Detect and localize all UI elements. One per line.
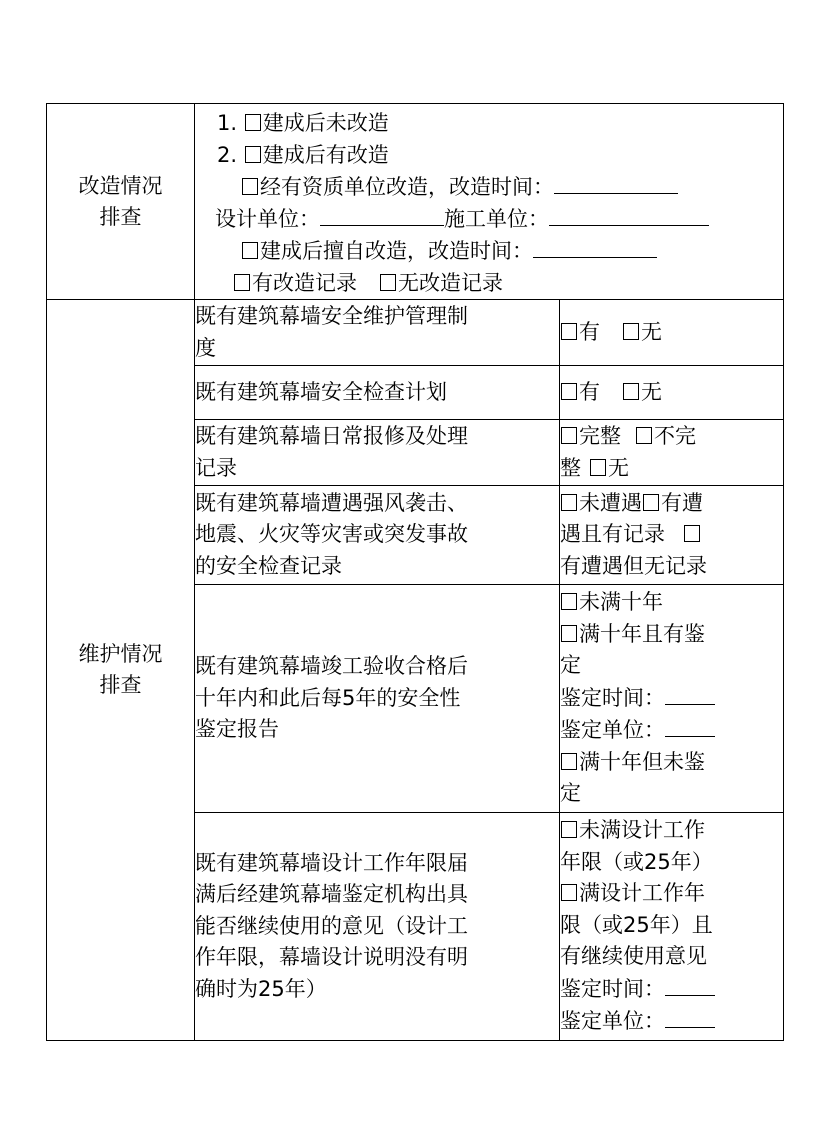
option-ten-years-not-appraised-label-1: 满十年但未鉴	[579, 749, 705, 774]
qualified-renovation-line	[217, 171, 783, 203]
options-safety-maintenance-system	[560, 300, 784, 366]
item-daily-repair-records	[195, 420, 560, 486]
item-line: 既有建筑幕墙日常报修及处理	[195, 424, 468, 448]
unauthorized-time-field[interactable]	[533, 235, 657, 258]
option-1-label: 建成后未改造	[262, 111, 389, 135]
options-safety-inspection-plan	[560, 366, 784, 420]
option-none-label: 无	[641, 379, 662, 404]
option-incomplete-label-b: 整	[560, 455, 581, 480]
option-ten-years-appraised-label-1: 满十年且有鉴	[579, 621, 705, 646]
renovation-time-field[interactable]	[554, 171, 678, 194]
design-unit-label: 设计单位：	[215, 207, 320, 231]
option-expired-with-opinion-label-1: 满设计工作年	[579, 881, 705, 906]
renovation-header-cell	[47, 104, 195, 300]
item-line: 鉴定报告	[195, 717, 279, 742]
inspection-form-table	[46, 103, 784, 1041]
construction-unit-label: 施工单位：	[444, 207, 549, 231]
item-line: 既有建筑幕墙设计工作年限届	[195, 850, 468, 875]
item-line: 记录	[195, 455, 237, 480]
checkbox-ten-years-appraised[interactable]	[561, 625, 577, 642]
item-safety-inspection-plan	[195, 366, 560, 420]
option-encountered-with-record-label-1: 有遭	[661, 490, 703, 515]
renovation-option-2	[217, 139, 783, 171]
item-safety-maintenance-system	[195, 300, 560, 366]
construction-unit-field[interactable]	[549, 203, 709, 226]
option-has-label: 有	[579, 319, 600, 344]
renovation-content-cell	[195, 104, 784, 300]
appraisal-unit-label: 鉴定单位：	[560, 718, 665, 743]
option-not-encountered-label: 未遭遇	[579, 490, 642, 515]
units-line	[215, 203, 783, 235]
checkbox-unrenovated[interactable]	[245, 114, 261, 131]
item-line: 能否继续使用的意见（设计工	[195, 913, 468, 938]
checkbox-renovated[interactable]	[245, 146, 261, 163]
option-within-design-life-label-2: 年限（或25年）	[560, 849, 713, 874]
option-complete-label: 完整	[579, 424, 621, 448]
item-line: 度	[195, 335, 216, 360]
option-within-design-life-label-1: 未满设计工作	[579, 818, 705, 843]
option-incomplete-label-a: 不完	[654, 424, 696, 448]
appraisal-unit-field[interactable]	[665, 714, 715, 737]
checkbox-unauthorized-renovation[interactable]	[242, 242, 258, 259]
design-unit-field[interactable]	[320, 203, 444, 226]
checkbox-within-design-life[interactable]	[561, 821, 577, 838]
has-record-label: 有改造记录	[252, 271, 357, 295]
checkbox-has[interactable]	[561, 383, 577, 400]
checkbox-none[interactable]	[623, 323, 639, 340]
maintenance-header-line2: 排查	[99, 673, 142, 697]
option-has-label: 有	[579, 379, 600, 404]
option-under-ten-years-label: 未满十年	[579, 590, 663, 615]
item-safety-appraisal-report	[195, 585, 560, 813]
maintenance-header-cell	[47, 300, 195, 1041]
option-2-label: 建成后有改造	[262, 143, 389, 167]
option-encountered-with-record-label-2: 遇且有记录	[560, 522, 665, 547]
checkbox-complete[interactable]	[561, 427, 577, 444]
unauthorized-renovation-line	[217, 235, 783, 267]
item-line: 既有建筑幕墙安全检查计划	[195, 379, 447, 404]
options-continued-use-opinion	[560, 813, 784, 1041]
item-line: 满后经建筑幕墙鉴定机构出具	[195, 882, 468, 907]
item-line: 既有建筑幕墙遭遇强风袭击、	[195, 490, 468, 515]
item-line: 的安全检查记录	[195, 553, 342, 578]
record-options-line	[217, 267, 783, 299]
appraisal-time-field[interactable]	[665, 973, 715, 996]
checkbox-encountered-no-record[interactable]	[684, 525, 700, 542]
unauthorized-renovation-label: 建成后擅自改造，改造时间：	[260, 239, 533, 263]
maintenance-header-line1: 维护情况	[78, 642, 163, 666]
option-1-number: 1.	[217, 111, 238, 135]
option-expired-with-opinion-label-2: 限（或25年）且	[560, 912, 713, 937]
checkbox-no-record[interactable]	[380, 274, 396, 291]
item-line: 确时为25年）	[195, 976, 327, 1001]
checkbox-ten-years-not-appraised[interactable]	[561, 753, 577, 770]
item-disaster-inspection-records	[195, 486, 560, 585]
item-line: 地震、火灾等灾害或突发事故	[195, 522, 468, 547]
option-none-label: 无	[641, 319, 662, 344]
checkbox-qualified-renovation[interactable]	[242, 178, 258, 195]
checkbox-encountered-with-record[interactable]	[643, 494, 659, 511]
item-line: 十年内和此后每5年的安全性	[195, 685, 461, 710]
item-line: 既有建筑幕墙安全维护管理制	[195, 304, 468, 328]
appraisal-unit-field[interactable]	[665, 1005, 715, 1028]
option-none-label: 无	[608, 455, 629, 480]
appraisal-time-label: 鉴定时间：	[560, 976, 665, 1001]
checkbox-incomplete[interactable]	[636, 427, 652, 444]
item-continued-use-opinion	[195, 813, 560, 1041]
option-encountered-no-record-label: 有遭遇但无记录	[560, 553, 707, 578]
options-disaster-inspection-records	[560, 486, 784, 585]
options-safety-appraisal-report	[560, 585, 784, 813]
appraisal-unit-label: 鉴定单位：	[560, 1009, 665, 1034]
item-line: 作年限，幕墙设计说明没有明	[195, 945, 468, 970]
item-line: 既有建筑幕墙竣工验收合格后	[195, 654, 468, 679]
checkbox-none[interactable]	[623, 383, 639, 400]
appraisal-time-field[interactable]	[665, 682, 715, 705]
options-daily-repair-records	[560, 420, 784, 486]
renovation-header-line1: 改造情况	[78, 173, 163, 198]
checkbox-not-encountered[interactable]	[561, 494, 577, 511]
checkbox-under-ten-years[interactable]	[561, 593, 577, 610]
appraisal-time-label: 鉴定时间：	[560, 685, 665, 710]
option-ten-years-not-appraised-label-2: 定	[560, 781, 581, 806]
qualified-renovation-label: 经有资质单位改造，改造时间：	[260, 175, 554, 199]
option-expired-with-opinion-label-3: 有继续使用意见	[560, 944, 707, 969]
checkbox-has-record[interactable]	[234, 274, 250, 291]
option-ten-years-appraised-label-2: 定	[560, 653, 581, 678]
option-2-number: 2.	[217, 143, 238, 167]
checkbox-none[interactable]	[590, 459, 606, 476]
no-record-label: 无改造记录	[398, 271, 503, 295]
checkbox-has[interactable]	[561, 323, 577, 340]
renovation-header-line2: 排查	[99, 204, 142, 229]
renovation-option-1	[217, 107, 783, 139]
checkbox-design-life-expired-with-opinion[interactable]	[561, 884, 577, 901]
